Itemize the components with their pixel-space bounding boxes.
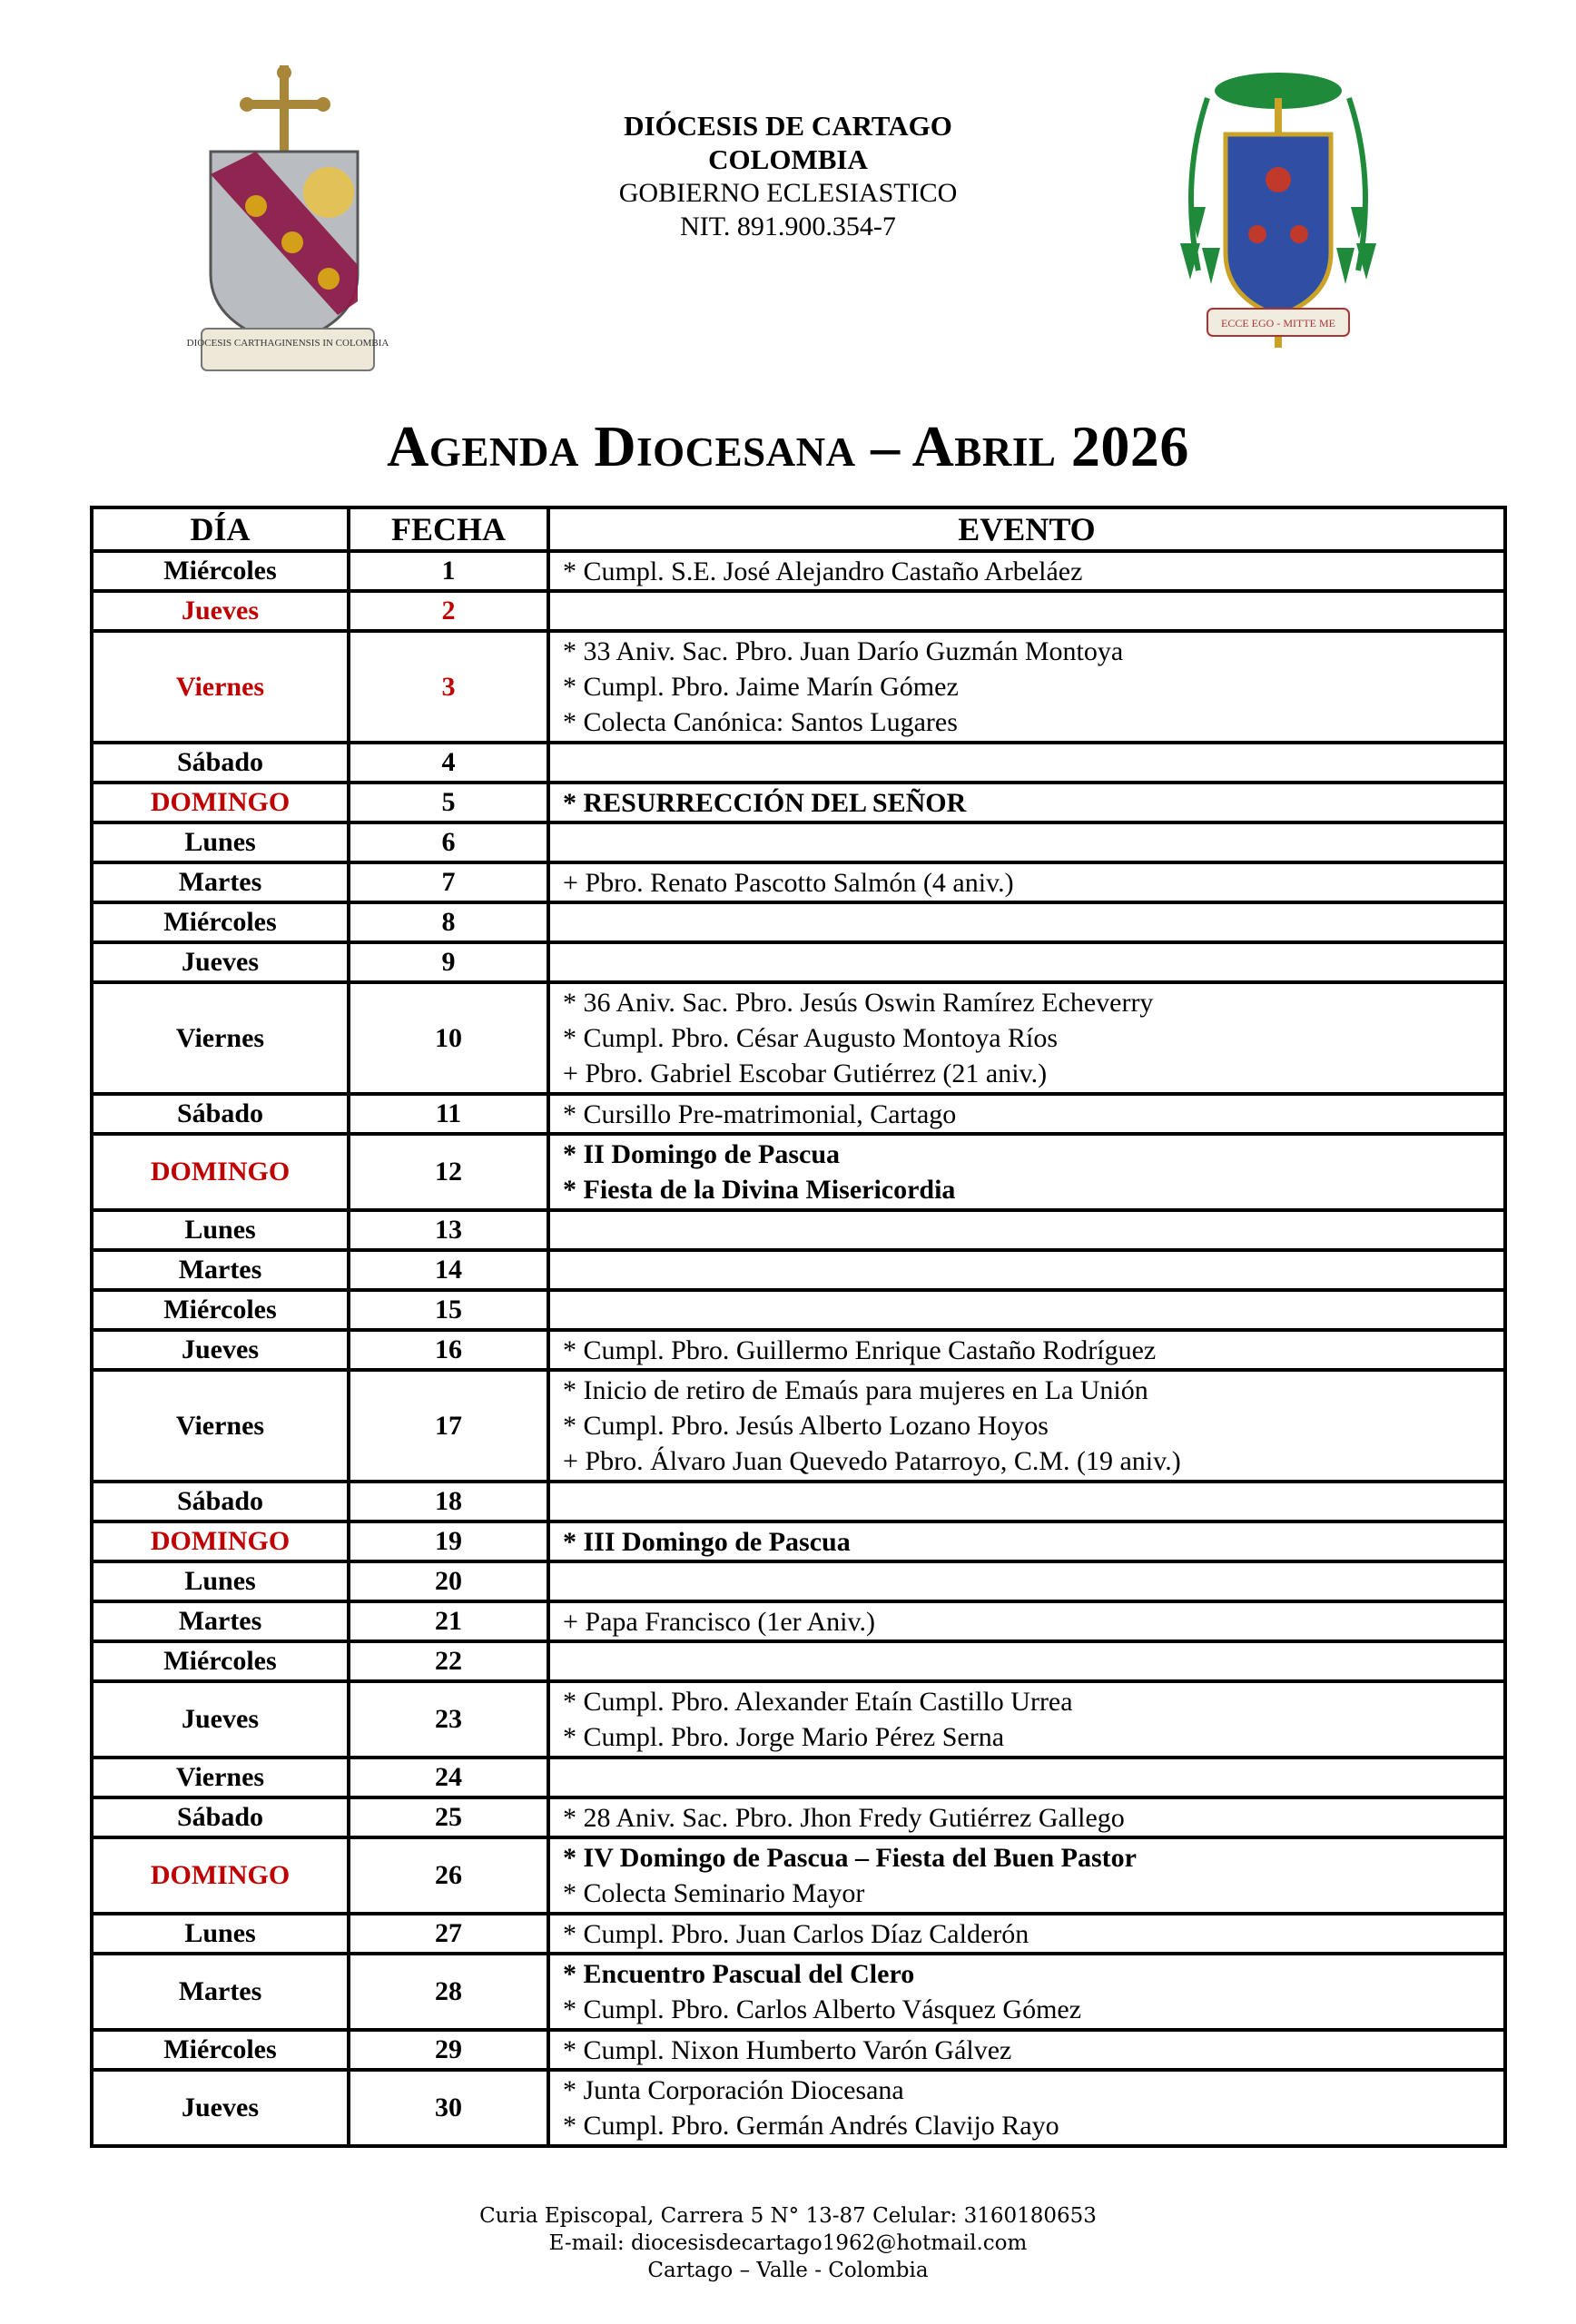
motto-text: ECCE EGO - MITTE ME bbox=[1221, 317, 1335, 330]
event-cell bbox=[548, 2070, 1505, 2146]
date-cell: 7 bbox=[349, 862, 548, 902]
event-cell bbox=[548, 1521, 1505, 1561]
table-row bbox=[92, 1290, 1505, 1330]
day-cell: Viernes bbox=[92, 1370, 349, 1482]
event-line: * Junta Corporación Diocesana bbox=[563, 2075, 904, 2105]
country: COLOMBIA bbox=[708, 143, 868, 175]
date-cell: 21 bbox=[349, 1601, 548, 1641]
column-header-fecha: FECHA bbox=[349, 507, 548, 551]
event-cell bbox=[548, 822, 1505, 862]
event-line: + Pbro. Gabriel Escobar Gutiérrez (21 aniv.) bbox=[563, 1059, 1048, 1088]
event-line: + Pbro. Álvaro Juan Quevedo Patarroyo, C.M. (19 aniv.) bbox=[563, 1446, 1181, 1476]
event-line: * Cumpl. Pbro. Jorge Mario Pérez Serna bbox=[563, 1722, 1005, 1752]
table-row bbox=[92, 1797, 1505, 1837]
event-cell bbox=[548, 1681, 1505, 1758]
table-row bbox=[92, 631, 1505, 743]
event-line: * Cumpl. S.E. José Alejandro Castaño Arbeláez bbox=[563, 556, 1083, 586]
date-cell: 17 bbox=[349, 1370, 548, 1482]
date-cell: 13 bbox=[349, 1210, 548, 1250]
event-cell bbox=[548, 783, 1505, 822]
day-cell: Sábado bbox=[92, 1482, 349, 1521]
day-cell: Sábado bbox=[92, 1094, 349, 1134]
day-cell: Sábado bbox=[92, 743, 349, 783]
event-line: * 28 Aniv. Sac. Pbro. Jhon Fredy Gutiérrez Gallego bbox=[563, 1802, 1125, 1833]
date-cell: 18 bbox=[349, 1482, 548, 1521]
table-row bbox=[92, 1482, 1505, 1521]
event-line: * 36 Aniv. Sac. Pbro. Jesús Oswin Ramírez Echeverry bbox=[563, 988, 1154, 1018]
event-line: * Cumpl. Pbro. César Augusto Montoya Ríos bbox=[563, 1023, 1059, 1053]
event-line: * Fiesta de la Divina Misericordia bbox=[563, 1175, 956, 1205]
table-row bbox=[92, 2030, 1505, 2070]
event-cell bbox=[548, 1094, 1505, 1134]
letterhead bbox=[0, 109, 1576, 243]
day-cell: Jueves bbox=[92, 1330, 349, 1370]
day-cell: Lunes bbox=[92, 1210, 349, 1250]
event-cell bbox=[548, 1797, 1505, 1837]
event-line: * RESURRECCIÓN DEL SEÑOR bbox=[563, 787, 967, 818]
event-cell bbox=[548, 2030, 1505, 2070]
event-cell bbox=[548, 1134, 1505, 1210]
event-cell bbox=[548, 1330, 1505, 1370]
event-line: * Colecta Seminario Mayor bbox=[563, 1878, 865, 1908]
date-cell: 12 bbox=[349, 1134, 548, 1210]
date-cell: 28 bbox=[349, 1954, 548, 2030]
footer-email: E-mail: diocesisdecartago1962@hotmail.com bbox=[548, 2231, 1028, 2255]
table-row bbox=[92, 1758, 1505, 1797]
date-cell: 4 bbox=[349, 743, 548, 783]
table-row bbox=[92, 2070, 1505, 2146]
nit-number: NIT. 891.900.354-7 bbox=[680, 212, 896, 241]
day-cell: Miércoles bbox=[92, 551, 349, 591]
day-cell: Martes bbox=[92, 1250, 349, 1290]
table-row bbox=[92, 551, 1505, 591]
column-header-evento: EVENTO bbox=[548, 507, 1505, 551]
event-cell bbox=[548, 591, 1505, 631]
day-cell: Martes bbox=[92, 862, 349, 902]
event-line: * Colecta Canónica: Santos Lugares bbox=[563, 707, 958, 737]
date-cell: 3 bbox=[349, 631, 548, 743]
day-cell: Miércoles bbox=[92, 2030, 349, 2070]
date-cell: 25 bbox=[349, 1797, 548, 1837]
day-cell: Martes bbox=[92, 1954, 349, 2030]
day-cell: Miércoles bbox=[92, 902, 349, 942]
table-row bbox=[92, 1954, 1505, 2030]
event-line: * Cursillo Pre-matrimonial, Cartago bbox=[563, 1098, 957, 1129]
table-row bbox=[92, 902, 1505, 942]
event-line: + Pbro. Renato Pascotto Salmón (4 aniv.) bbox=[563, 867, 1014, 898]
table-row bbox=[92, 1094, 1505, 1134]
day-cell: Viernes bbox=[92, 1758, 349, 1797]
date-cell: 29 bbox=[349, 2030, 548, 2070]
event-cell bbox=[548, 942, 1505, 982]
day-cell: DOMINGO bbox=[92, 1837, 349, 1914]
event-cell bbox=[548, 902, 1505, 942]
agenda-body bbox=[92, 551, 1505, 2146]
event-cell bbox=[548, 1210, 1505, 1250]
date-cell: 27 bbox=[349, 1914, 548, 1954]
date-cell: 14 bbox=[349, 1250, 548, 1290]
column-header-dia: DÍA bbox=[92, 507, 349, 551]
government-line: GOBIERNO ECLESIASTICO bbox=[618, 178, 958, 208]
event-cell bbox=[548, 1641, 1505, 1681]
date-cell: 24 bbox=[349, 1758, 548, 1797]
table-row bbox=[92, 743, 1505, 783]
event-line: * Cumpl. Pbro. Guillermo Enrique Castaño Rodríguez bbox=[563, 1334, 1157, 1365]
table-row bbox=[92, 1837, 1505, 1914]
table-row bbox=[92, 1561, 1505, 1601]
table-row bbox=[92, 1330, 1505, 1370]
day-cell: DOMINGO bbox=[92, 1134, 349, 1210]
date-cell: 23 bbox=[349, 1681, 548, 1758]
day-cell: Martes bbox=[92, 1601, 349, 1641]
event-line: * IV Domingo de Pascua – Fiesta del Buen Pastor bbox=[563, 1843, 1137, 1873]
table-row bbox=[92, 1250, 1505, 1290]
day-cell: Miércoles bbox=[92, 1290, 349, 1330]
table-row bbox=[92, 862, 1505, 902]
table-row bbox=[92, 1210, 1505, 1250]
date-cell: 19 bbox=[349, 1521, 548, 1561]
diocese-name: DIÓCESIS DE CARTAGO bbox=[624, 110, 952, 142]
event-line: * II Domingo de Pascua bbox=[563, 1139, 841, 1169]
event-line: * III Domingo de Pascua bbox=[563, 1526, 851, 1557]
day-cell: Jueves bbox=[92, 942, 349, 982]
event-cell bbox=[548, 743, 1505, 783]
page-title: Agenda Diocesana – Abril 2026 bbox=[387, 414, 1189, 478]
event-cell bbox=[548, 1370, 1505, 1482]
date-cell: 20 bbox=[349, 1561, 548, 1601]
event-line: * Cumpl. Pbro. Jesús Alberto Lozano Hoyos bbox=[563, 1411, 1049, 1441]
date-cell: 2 bbox=[349, 591, 548, 631]
event-line: * Encuentro Pascual del Clero bbox=[563, 1959, 915, 1989]
date-cell: 16 bbox=[349, 1330, 548, 1370]
day-cell: Viernes bbox=[92, 982, 349, 1094]
footer bbox=[0, 2202, 1576, 2284]
table-row bbox=[92, 1681, 1505, 1758]
table-row bbox=[92, 1134, 1505, 1210]
footer-location: Cartago – Valle - Colombia bbox=[647, 2259, 929, 2282]
day-cell: Jueves bbox=[92, 1681, 349, 1758]
table-row bbox=[92, 1370, 1505, 1482]
day-cell: Lunes bbox=[92, 1561, 349, 1601]
table-row bbox=[92, 822, 1505, 862]
day-cell: DOMINGO bbox=[92, 1521, 349, 1561]
motto-scroll bbox=[202, 329, 374, 370]
agenda-table bbox=[90, 506, 1507, 2148]
event-line: * 33 Aniv. Sac. Pbro. Juan Darío Guzmán Montoya bbox=[563, 636, 1124, 666]
day-cell: DOMINGO bbox=[92, 783, 349, 822]
event-line: + Papa Francisco (1er Aniv.) bbox=[563, 1606, 876, 1637]
event-cell bbox=[548, 1250, 1505, 1290]
day-cell: Jueves bbox=[92, 591, 349, 631]
motto-text: DIOCESIS CARTHAGINENSIS IN COLOMBIA bbox=[186, 338, 389, 349]
table-row bbox=[92, 1914, 1505, 1954]
event-line: * Cumpl. Nixon Humberto Varón Gálvez bbox=[563, 2034, 1012, 2065]
event-cell bbox=[548, 982, 1505, 1094]
table-row bbox=[92, 942, 1505, 982]
table-row bbox=[92, 591, 1505, 631]
event-cell bbox=[548, 1954, 1505, 2030]
event-cell bbox=[548, 1482, 1505, 1521]
date-cell: 26 bbox=[349, 1837, 548, 1914]
event-cell bbox=[548, 1601, 1505, 1641]
day-cell: Viernes bbox=[92, 631, 349, 743]
day-cell: Lunes bbox=[92, 1914, 349, 1954]
date-cell: 22 bbox=[349, 1641, 548, 1681]
date-cell: 10 bbox=[349, 982, 548, 1094]
event-line: * Cumpl. Pbro. Jaime Marín Gómez bbox=[563, 672, 959, 702]
event-line: * Cumpl. Pbro. Germán Andrés Clavijo Rayo bbox=[563, 2111, 1059, 2141]
event-cell bbox=[548, 862, 1505, 902]
event-cell bbox=[548, 631, 1505, 743]
table-row bbox=[92, 1601, 1505, 1641]
date-cell: 6 bbox=[349, 822, 548, 862]
table-header-row bbox=[92, 507, 1505, 551]
date-cell: 8 bbox=[349, 902, 548, 942]
date-cell: 5 bbox=[349, 783, 548, 822]
event-cell bbox=[548, 551, 1505, 591]
event-line: * Cumpl. Pbro. Alexander Etaín Castillo Urrea bbox=[563, 1687, 1073, 1717]
event-cell bbox=[548, 1290, 1505, 1330]
event-line: * Cumpl. Pbro. Juan Carlos Díaz Calderón bbox=[563, 1918, 1029, 1949]
day-cell: Sábado bbox=[92, 1797, 349, 1837]
table-row bbox=[92, 982, 1505, 1094]
day-cell: Jueves bbox=[92, 2070, 349, 2146]
date-cell: 30 bbox=[349, 2070, 548, 2146]
date-cell: 15 bbox=[349, 1290, 548, 1330]
footer-address: Curia Episcopal, Carrera 5 N° 13-87 Celular: 3160180653 bbox=[479, 2204, 1097, 2228]
table-row bbox=[92, 1521, 1505, 1561]
event-cell bbox=[548, 1914, 1505, 1954]
event-line: * Cumpl. Pbro. Carlos Alberto Vásquez Gómez bbox=[563, 1994, 1082, 2024]
table-row bbox=[92, 783, 1505, 822]
date-cell: 9 bbox=[349, 942, 548, 982]
date-cell: 1 bbox=[349, 551, 548, 591]
event-cell bbox=[548, 1837, 1505, 1914]
day-cell: Miércoles bbox=[92, 1641, 349, 1681]
event-cell bbox=[548, 1758, 1505, 1797]
event-line: * Inicio de retiro de Emaús para mujeres en La Unión bbox=[563, 1375, 1148, 1405]
day-cell: Lunes bbox=[92, 822, 349, 862]
event-cell bbox=[548, 1561, 1505, 1601]
date-cell: 11 bbox=[349, 1094, 548, 1134]
table-row bbox=[92, 1641, 1505, 1681]
